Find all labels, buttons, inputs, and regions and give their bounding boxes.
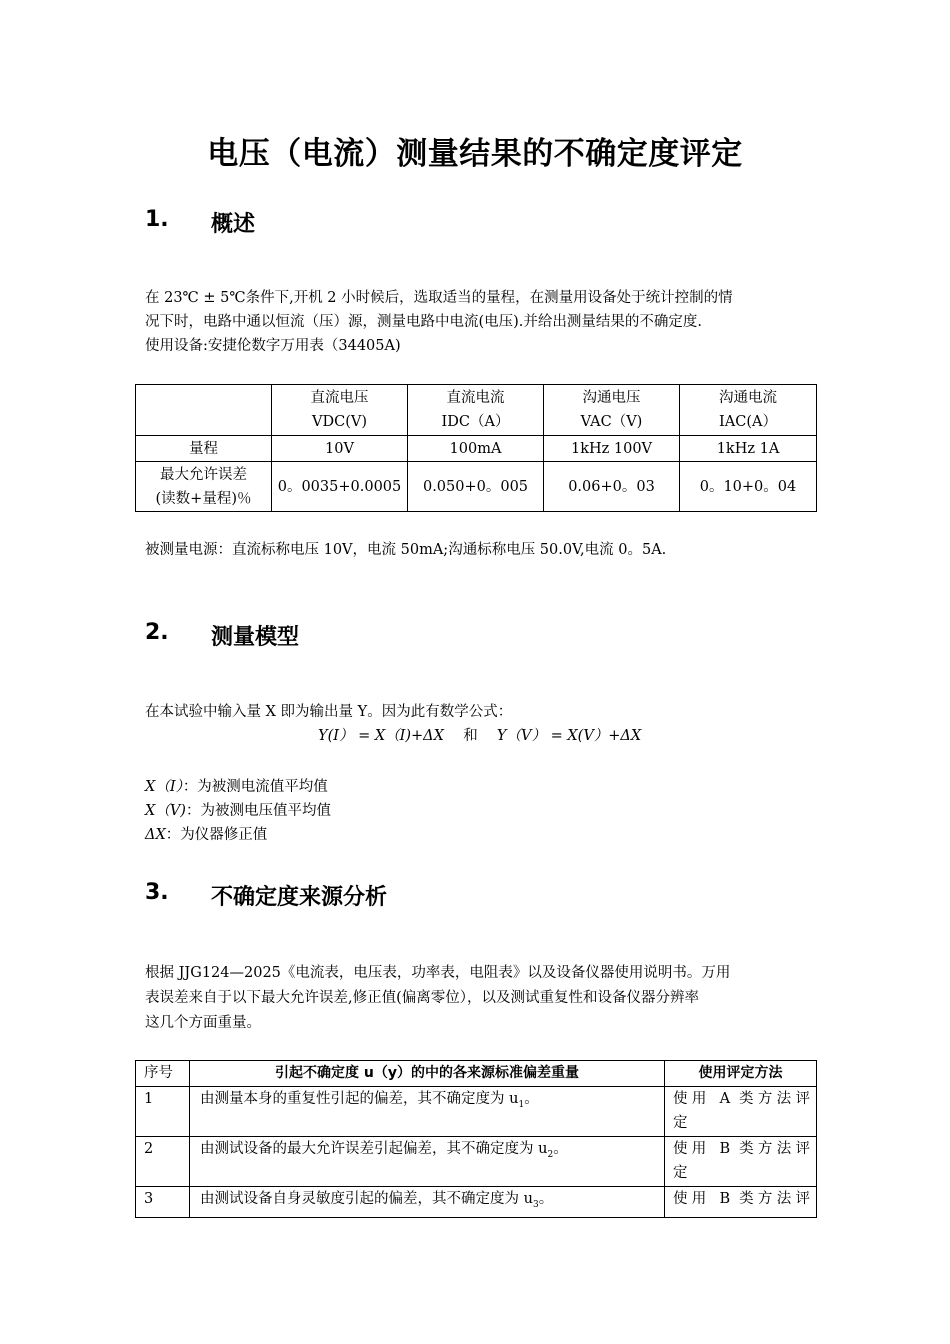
table-header-iac: 沟通电流 IAC(A） bbox=[680, 385, 817, 436]
table-cell: 0。10+0。04 bbox=[680, 462, 817, 512]
table-header-source: 引起不确定度 u（y）的中的各来源标准偏差重量 bbox=[190, 1061, 665, 1087]
row-method: 使用 B 类方法评 bbox=[665, 1187, 817, 1218]
row-index: 1 bbox=[136, 1087, 190, 1137]
row-index: 3 bbox=[136, 1187, 190, 1218]
table-corner-cell bbox=[136, 385, 272, 436]
model-intro: 在本试验中输入量 X 即为输出量 Y。因为此有数学公式： bbox=[145, 704, 513, 720]
table-row bbox=[136, 1187, 817, 1218]
row-method: 使用 B 类方法评 定 bbox=[665, 1137, 817, 1187]
table-header-method: 使用评定方法 bbox=[665, 1061, 817, 1087]
table-row bbox=[136, 436, 817, 462]
table-cell: 10V bbox=[272, 436, 408, 462]
section-2-heading bbox=[145, 620, 745, 650]
table-cell: 100mA bbox=[408, 436, 544, 462]
equipment-line: 使用设备:安捷伦数字万用表（34405A) bbox=[145, 338, 401, 354]
table-row bbox=[136, 1087, 817, 1137]
symbol-definitions bbox=[145, 775, 331, 847]
definition-current: X（I）：为被测电流值平均值 bbox=[145, 779, 328, 795]
paragraph-line: 在 23℃ ± 5℃条件下,开机 2 小时候后，选取适当的量程，在测量用设备处于统计控制的情 bbox=[145, 290, 733, 306]
row-description: 由测量本身的重复性引起的偏差，其不确定度为 $u_1$。 bbox=[190, 1087, 665, 1137]
power-note: 被测量电源：直流标称电压 10V，电流 50mA;沟通标称电压 50.0V,电流 0。5A. bbox=[145, 542, 667, 558]
table-header-vdc: 直流电压 VDC(V) bbox=[272, 385, 408, 436]
section-3-paragraph bbox=[145, 961, 730, 1036]
row-description: 由测试设备自身灵敏度引起的偏差，其不确定度为 $u_3$。 bbox=[190, 1187, 665, 1218]
definition-correction: ΔX：为仪器修正值 bbox=[145, 827, 268, 843]
paragraph-line: 根据 JJG124—2025《电流表，电压表，功率表，电阻表》以及设备仪器使用说明书。万用 bbox=[145, 965, 731, 981]
page-title: 电压（电流）测量结果的不确定度评定 bbox=[207, 136, 743, 172]
formula-voltage: Y（V） = X(V）+ΔX bbox=[496, 728, 642, 744]
section-title: 测量模型 bbox=[211, 625, 300, 650]
table-cell: 1kHz 100V bbox=[544, 436, 680, 462]
definition-voltage: X（V)：为被测电压值平均值 bbox=[145, 803, 331, 819]
table-header-idc: 直流电流 IDC（A） bbox=[408, 385, 544, 436]
table-cell: 0.06+0。03 bbox=[544, 462, 680, 512]
section-1-paragraph bbox=[145, 286, 733, 358]
table-cell: 1kHz 1A bbox=[680, 436, 817, 462]
paragraph-line: 这几个方面重量。 bbox=[145, 1015, 261, 1031]
table-cell: 0.050+0。005 bbox=[408, 462, 544, 512]
section-number: 1. bbox=[145, 207, 169, 232]
uncertainty-source-table bbox=[135, 1060, 817, 1218]
section-number: 3. bbox=[145, 880, 169, 905]
formula-and: 和 bbox=[463, 728, 478, 744]
formula-current: Y(I） = X（I)+ΔX bbox=[318, 728, 444, 744]
row-index: 2 bbox=[136, 1137, 190, 1187]
row-method: 使用 A 类方法评 定 bbox=[665, 1087, 817, 1137]
spec-table bbox=[135, 384, 817, 512]
section-title: 不确定度来源分析 bbox=[211, 885, 388, 910]
row-label-range: 量程 bbox=[136, 436, 272, 462]
table-cell: 0。0035+0.0005 bbox=[272, 462, 408, 512]
paragraph-line: 表误差来自于以下最大允许误差,修正值(偏离零位），以及测试重复性和设备仪器分辨率 bbox=[145, 990, 700, 1006]
table-header-vac: 沟通电压 VAC（V) bbox=[544, 385, 680, 436]
row-label-max-error: 最大允许误差 (读数+量程)％ bbox=[136, 462, 272, 512]
table-header-index: 序号 bbox=[136, 1061, 190, 1087]
formula bbox=[318, 724, 641, 748]
table-row bbox=[136, 462, 817, 512]
section-title: 概述 bbox=[211, 212, 256, 237]
row-description: 由测试设备的最大允许误差引起偏差，其不确定度为 $u_2$。 bbox=[190, 1137, 665, 1187]
section-1-heading bbox=[145, 207, 745, 237]
section-number: 2. bbox=[145, 620, 169, 645]
section-3-heading bbox=[145, 880, 745, 910]
paragraph-line: 况下时，电路中通以恒流（压）源，测量电路中电流(电压).并给出测量结果的不确定度. bbox=[145, 314, 703, 330]
table-row bbox=[136, 1137, 817, 1187]
